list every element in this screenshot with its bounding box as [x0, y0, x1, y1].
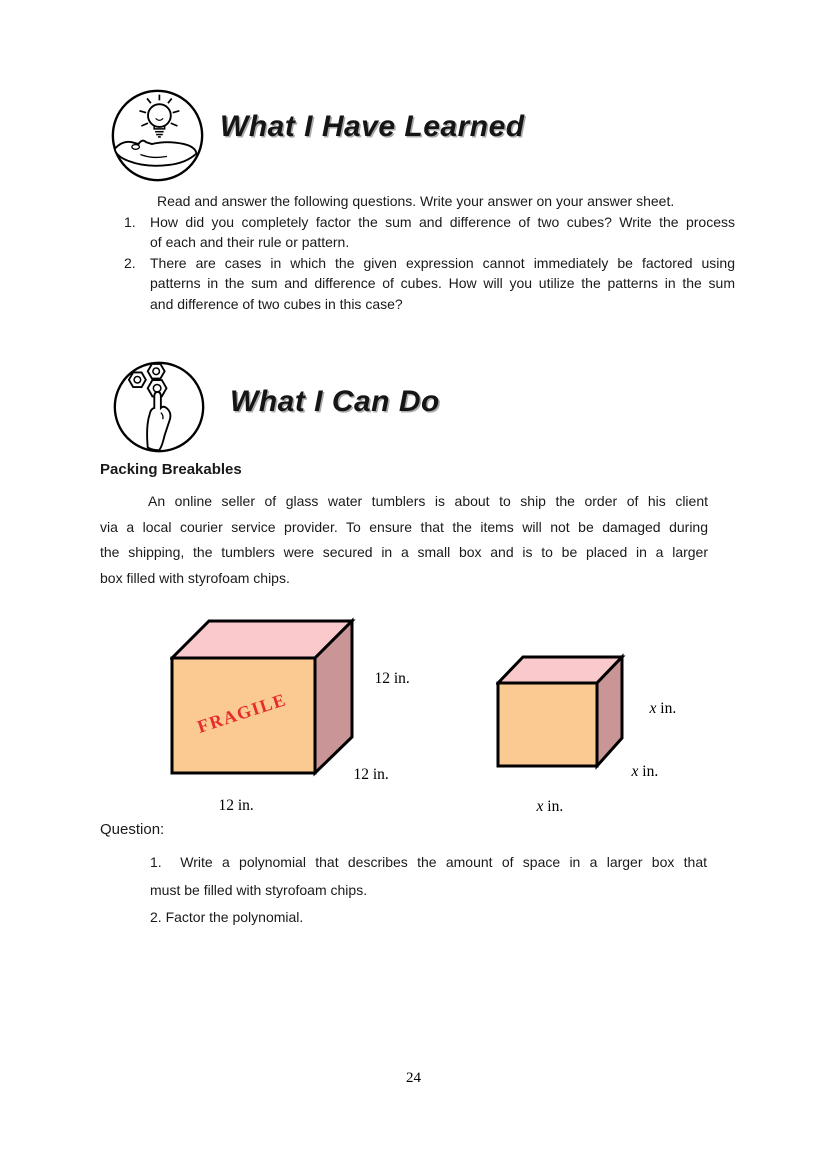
item-text [150, 212, 735, 253]
dimension-value: x [631, 763, 639, 780]
text-line: 2. Factor the polynomial. [150, 909, 304, 925]
item-number: 2. [124, 254, 136, 271]
question-label: Question: [100, 821, 165, 838]
page-number-text: 24 [406, 1070, 421, 1086]
text-line: patterns in the sum and difference of cubes. How will you utilize the patterns in the sum [150, 275, 735, 291]
question-item [150, 904, 707, 932]
text-line: must be filled with styrofoam chips. [150, 881, 368, 898]
question-item [150, 849, 707, 904]
dimension-value: 12 [218, 797, 234, 814]
large-box-depth-label [338, 748, 389, 802]
activity-paragraph [100, 489, 708, 591]
small-box-figure [496, 653, 626, 770]
dimension-unit: in. [369, 766, 389, 783]
text-line: and difference of two cubes in this case? [150, 295, 403, 312]
dimension-value: 12 [353, 766, 369, 783]
small-box-width-label [521, 780, 563, 834]
small-box-depth-label [616, 745, 658, 799]
text-line: box filled with styrofoam chips. [100, 569, 290, 586]
dimension-value: x [649, 700, 657, 717]
section-title-what-i-can-do: What I Can Do [230, 385, 440, 418]
intro-text: Read and answer the following questions. Write your answer on your answer sheet. [157, 193, 675, 209]
large-box-width-label [203, 779, 254, 833]
list-item [100, 212, 735, 253]
text-line: How did you completely factor the sum and difference of two cubes? Write the process [150, 213, 735, 230]
dimension-value: 12 [374, 670, 390, 687]
fragile-stamp: FRAGILE [194, 689, 289, 737]
dimension-unit: in. [638, 763, 659, 780]
list-item [100, 253, 735, 315]
dimension-unit: in. [390, 670, 410, 687]
dimension-value: x [536, 798, 544, 815]
text-line: An online seller of glass water tumblers is about to ship the order of his client [148, 493, 708, 509]
lightbulb-hand-icon [110, 88, 205, 183]
large-box-height-label [359, 652, 410, 706]
text-line: There are cases in which the given expression cannot immediately be factored using [150, 254, 735, 271]
text-line: of each and their rule or pattern. [150, 234, 350, 250]
dimension-unit: in. [656, 700, 677, 717]
small-box-front-face [498, 683, 597, 766]
text-line: 1. Write a polynomial that describes the amount of space in a larger box that [150, 854, 707, 870]
learned-text-block [100, 191, 735, 314]
dimension-unit: in. [234, 797, 254, 814]
item-number: 1. [124, 213, 136, 230]
hand-nuts-icon [112, 360, 206, 454]
section-title-what-i-have-learned: What I Have Learned [220, 110, 525, 143]
text-line: via a local courier service provider. To ensure that the items will not be damaged during [100, 518, 708, 535]
item-text [150, 253, 735, 315]
activity-heading: Packing Breakables [100, 461, 242, 478]
text-line: the shipping, the tumblers were secured in a small box and is to be placed in a larger [100, 544, 708, 560]
page-number [0, 1070, 827, 1087]
question-list [150, 849, 707, 932]
small-box-height-label [634, 682, 676, 736]
dimension-unit: in. [543, 798, 564, 815]
